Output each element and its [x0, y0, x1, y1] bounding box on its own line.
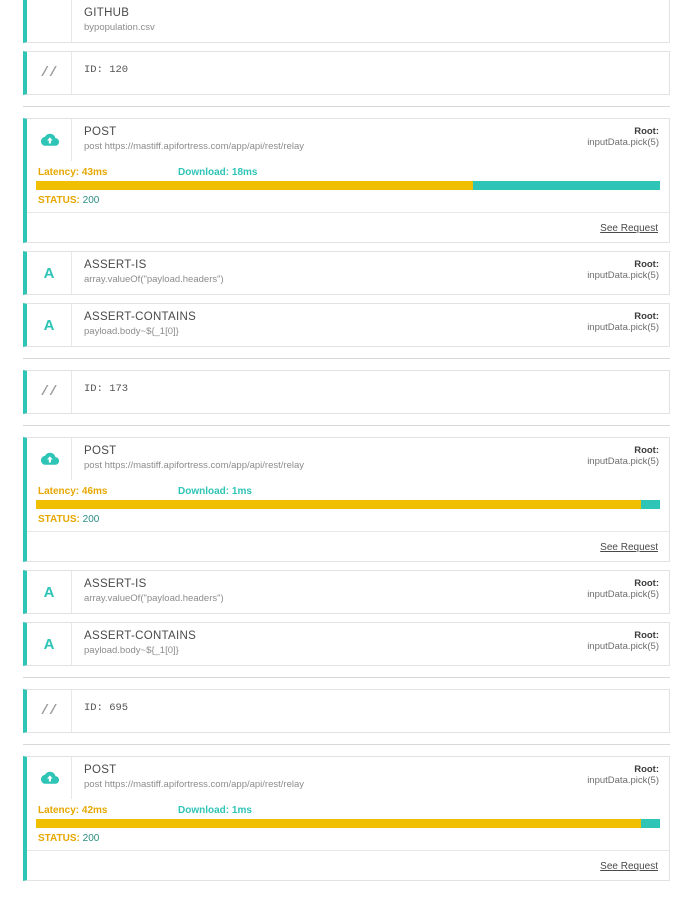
request-url: post https://mastiff.apifortress.com/app/api/rest/relay [84, 779, 305, 790]
source-icon-cell [27, 0, 72, 42]
root-label: Root: [634, 764, 659, 775]
assert-icon: A [27, 304, 72, 346]
request-card-1[interactable] [23, 118, 670, 243]
request-metrics [27, 799, 669, 850]
root-label: Root: [634, 445, 659, 456]
latency-download-bar [36, 181, 660, 190]
status-line: STATUS: 200 [38, 833, 100, 844]
request-metrics [27, 480, 669, 531]
latency-download-bar [36, 819, 660, 828]
root-value: inputData.pick(5) [587, 775, 659, 786]
assert-title: ASSERT-CONTAINS [84, 630, 197, 642]
assert-expression: payload.body~${_1[0]} [84, 645, 179, 656]
comment-icon: // [27, 690, 72, 732]
status-line: STATUS: 200 [38, 195, 100, 206]
latency-download-bar [36, 500, 660, 509]
assert-card-is-1[interactable] [23, 251, 670, 295]
latency-label-value: Latency: 43ms [38, 167, 108, 178]
request-metrics [27, 161, 669, 212]
assert-icon: A [27, 623, 72, 665]
cloud-upload-icon [27, 119, 72, 161]
root-label: Root: [634, 259, 659, 270]
assert-icon: A [27, 571, 72, 613]
id-card-120[interactable] [23, 51, 670, 95]
see-request-link[interactable]: See Request [600, 861, 658, 872]
assert-card-is-2[interactable] [23, 570, 670, 614]
cloud-upload-icon [27, 438, 72, 480]
comment-icon: // [27, 371, 72, 413]
request-card-2[interactable] [23, 437, 670, 562]
root-label: Root: [634, 578, 659, 589]
root-value: inputData.pick(5) [587, 456, 659, 467]
id-text: ID: 173 [84, 383, 129, 395]
comment-icon: // [27, 52, 72, 94]
id-text: ID: 120 [84, 64, 129, 76]
request-card-3[interactable] [23, 756, 670, 881]
request-method: POST [84, 764, 117, 776]
root-value: inputData.pick(5) [587, 137, 659, 148]
root-label: Root: [634, 311, 659, 322]
download-label-value: Download: 1ms [178, 805, 252, 816]
assert-title: ASSERT-IS [84, 259, 147, 271]
status-line: STATUS: 200 [38, 514, 100, 525]
cloud-upload-icon [27, 757, 72, 799]
request-url: post https://mastiff.apifortress.com/app/api/rest/relay [84, 141, 305, 152]
root-value: inputData.pick(5) [587, 322, 659, 333]
root-value: inputData.pick(5) [587, 641, 659, 652]
source-title: GITHUB [84, 7, 130, 19]
assert-expression: array.valueOf("payload.headers") [84, 593, 224, 604]
assert-card-contains-1[interactable] [23, 303, 670, 347]
request-method: POST [84, 445, 117, 457]
id-text: ID: 695 [84, 702, 129, 714]
root-value: inputData.pick(5) [587, 270, 659, 281]
root-value: inputData.pick(5) [587, 589, 659, 600]
latency-label-value: Latency: 46ms [38, 486, 108, 497]
root-label: Root: [634, 126, 659, 137]
id-card-173[interactable] [23, 370, 670, 414]
assert-expression: array.valueOf("payload.headers") [84, 274, 224, 285]
root-label: Root: [634, 630, 659, 641]
assert-title: ASSERT-IS [84, 578, 147, 590]
source-subtitle: bypopulation.csv [84, 22, 155, 33]
source-card[interactable] [23, 0, 670, 43]
assert-icon: A [27, 252, 72, 294]
see-request-link[interactable]: See Request [600, 223, 658, 234]
assert-card-contains-2[interactable] [23, 622, 670, 666]
request-url: post https://mastiff.apifortress.com/app/api/rest/relay [84, 460, 305, 471]
download-label-value: Download: 18ms [178, 167, 258, 178]
latency-label-value: Latency: 42ms [38, 805, 108, 816]
assert-expression: payload.body~${_1[0]} [84, 326, 179, 337]
see-request-link[interactable]: See Request [600, 542, 658, 553]
assert-title: ASSERT-CONTAINS [84, 311, 197, 323]
request-method: POST [84, 126, 117, 138]
id-card-695[interactable] [23, 689, 670, 733]
download-label-value: Download: 1ms [178, 486, 252, 497]
